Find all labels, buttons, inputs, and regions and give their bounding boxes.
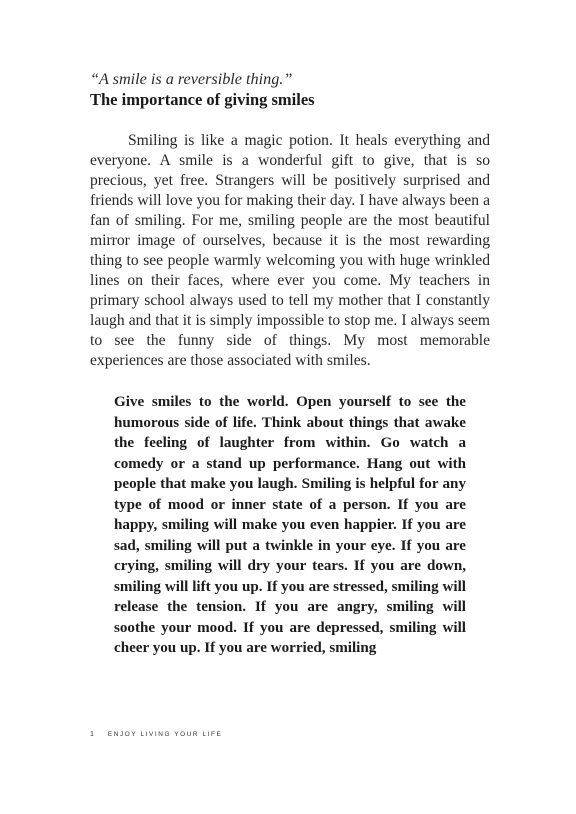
page-footer <box>90 731 222 738</box>
emphasized-block: Give smiles to the world. Open yourself to see the humorous side of life. Think about things that awake the feeling of laughter from within. Go watch a comedy or a stand up performance. Hang out with people that make you laugh. Smiling is helpful for any type of mood or inner state of a person. If you are happy, smiling will make you even happier. If you are sad, smiling will put a twinkle in your eye. If you are crying, smiling will dry your tears. If you are down, smiling will lift you up. If you are stressed, smiling will release the tension. If you are angry, smiling will soothe your mood. If you are depressed, smiling will cheer you up. If you are worried, smiling <box>114 394 466 656</box>
epigraph-quote: “A smile is a reversible thing.” <box>90 70 293 88</box>
running-title: ENJOY LIVING YOUR LIFE <box>107 731 223 738</box>
page-content <box>90 70 490 659</box>
body-paragraph: Smiling is like a magic potion. It heals everything and everyone. A smile is a wonderful gift to give, that is so precious, yet free. Strangers will be positively surprised and friends will love you for making their day. I have always been a fan of smiling. For me, smiling people are the most beautiful mirror image of ourselves, because it is the most rewarding thing to see people warmly welcoming you with huge wrinkled lines on their faces, where ever you come. My teachers in primary school always used to tell my mother that I constantly laugh and that it is simply impossible to stop me. I always seem to see the funny side of things. My most memorable experiences are those associated with smiles. <box>90 132 490 369</box>
section-heading: The importance of giving smiles <box>90 90 315 109</box>
page-number: 1 <box>90 731 94 738</box>
